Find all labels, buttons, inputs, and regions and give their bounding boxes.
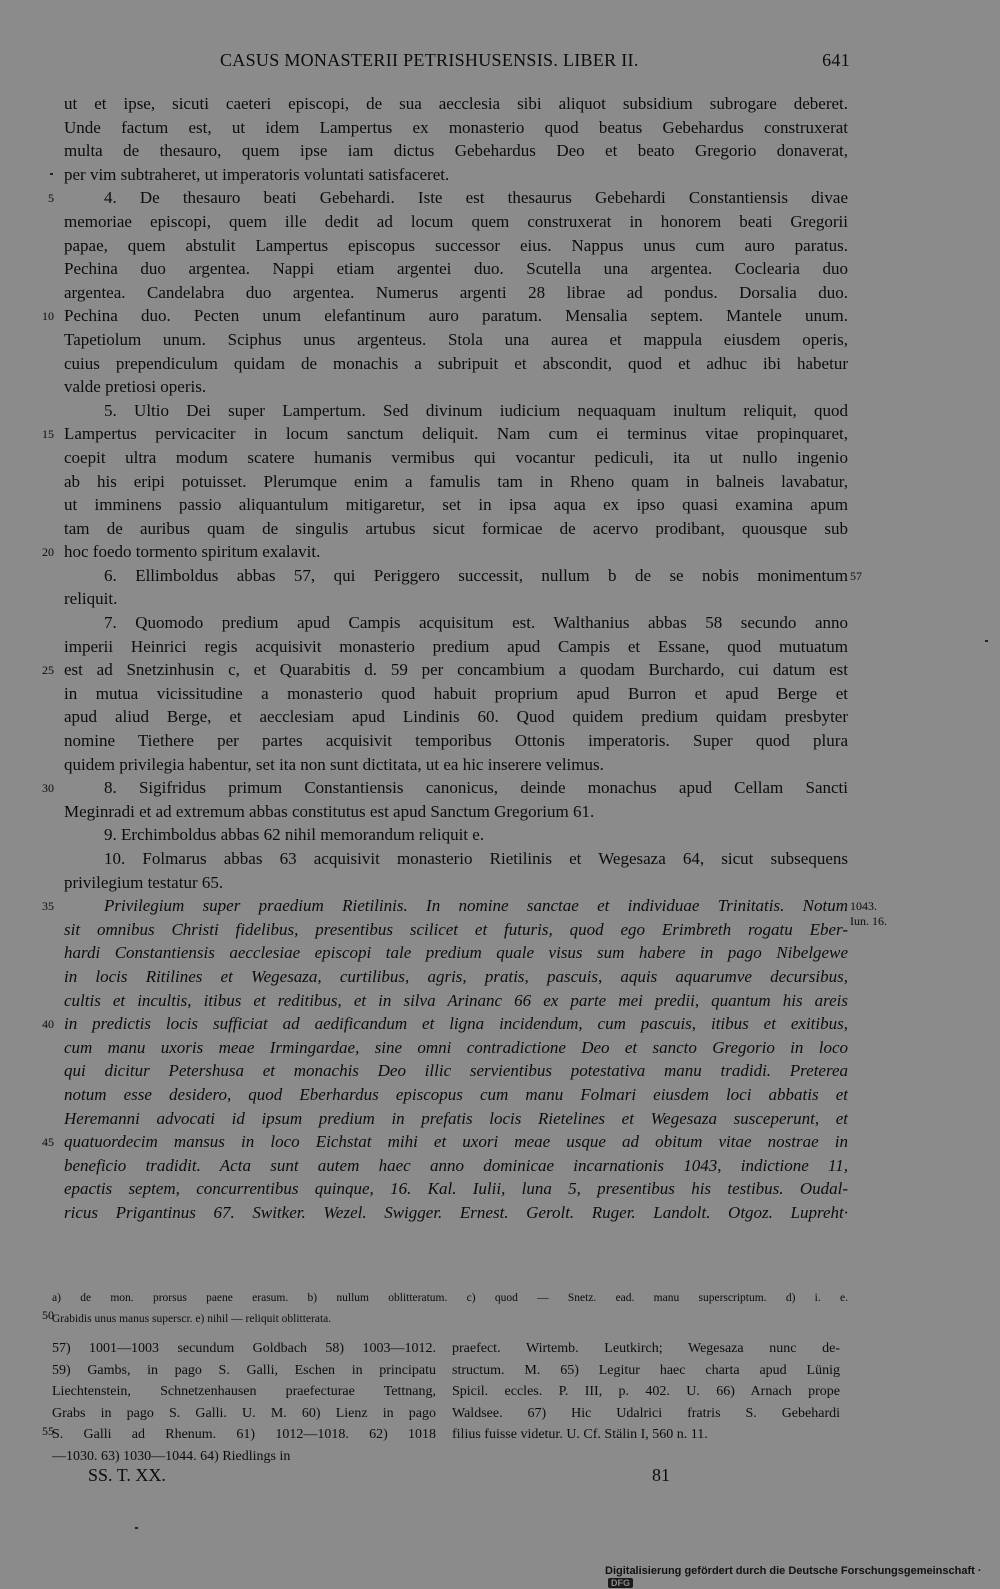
text-line: 8. Sigifridus primum Constantiensis canonicus, deinde monachus apud Cellam Sancti <box>104 778 848 798</box>
text-line: Heremanni advocati id ipsum predium in prefatis locis Rietelines et Wegesaza susceperunt, et <box>64 1108 848 1128</box>
gathering-number: 81 <box>652 1465 670 1485</box>
footnote-line: —1030. 63) 1030—1044. 64) Riedlings in <box>52 1448 291 1464</box>
line-number: 40 <box>42 1017 54 1032</box>
text-line: qui dicitur Petershusa et monachis Deo illic servientibus potestativa manu tradidi. Preterea <box>64 1061 848 1081</box>
text-line: memoriae episcopi, quem ille dedit ad locum quem construxerat in honorem beati Gregorii <box>64 211 848 231</box>
text-line: Unde factum est, ut idem Lampertus ex monasterio quod beatus Gebehardus construxerat <box>64 117 848 137</box>
footnote-line: Grabs in pago S. Galli. U. M. 60) Lienz in pago <box>52 1405 436 1421</box>
text-line: hardi Constantiensis aecclesiae episcopi tale predium quale visus sum habere in pago Nibelgewe <box>64 943 848 963</box>
footnote-line: a) de mon. prorsus paene erasum. b) nullum oblitteratum. c) quod — Snetz. ead. manu superscriptum. d) i. e. <box>52 1292 848 1304</box>
scan-speck <box>985 640 988 642</box>
text-line: 7. Quomodo predium apud Campis acquisitum est. Walthanius abbas 58 secundo anno <box>104 613 848 633</box>
dfg-logo-icon: DFG <box>608 1578 633 1588</box>
text-line: quidem privilegia habentur, set ita non sunt dictitata, ut ea hic inserere velimus. <box>64 754 604 774</box>
scan-speck <box>50 173 53 175</box>
margin-note: Iun. 16. <box>850 913 887 928</box>
line-number: 10 <box>42 309 54 324</box>
footnote-line: Grabidis unus manus superscr. e) nihil — reliquit oblitterata. <box>52 1313 332 1325</box>
line-number: 5 <box>48 191 54 206</box>
text-line: cultis et incultis, itibus et reditibus, et in silva Arinanc 66 ex parte mei predii, quantum his areis <box>64 990 848 1010</box>
dfg-credit-text: Digitalisierung gefördert durch die Deutsche Forschungsgemeinschaft · <box>605 1565 982 1577</box>
text-line: beneficio tradidit. Acta sunt autem haec anno dominicae incarnationis 1043, indictione 11, <box>64 1155 848 1175</box>
text-line: 10. Folmarus abbas 63 acquisivit monasterio Rietilinis et Wegesaza 64, sicut subsequens <box>104 849 848 868</box>
text-line: per vim subtraheret, ut imperatoris voluntati satisfaceret. <box>64 164 450 184</box>
text-line: multa de thesauro, quem ipse iam dictus Gebehardus Deo et beato Gregorio donaverat, <box>64 141 848 161</box>
text-line: Meginradi et ad extremum abbas constitutus est apud Sanctum Gregorium 61. <box>64 801 595 821</box>
text-line: tam de auribus quam de singulis artubus sicut formicae de acervo prodibant, quousque sub <box>64 518 848 538</box>
text-line: 4. De thesauro beati Gebehardi. Iste est thesaurus Gebehardi Constantiensis divae <box>104 188 848 208</box>
explanatory-footnotes-left <box>52 1338 436 1467</box>
text-line: est ad Snetzinhusin c, et Quarabitis d. 59 per concambium a quodam Burchardo, cui datum est <box>64 660 848 680</box>
line-number: 15 <box>42 427 54 442</box>
text-line: in locis Ritilines et Wegesaza, curtilibus, agris, pratis, pascuis, aquis aquarumve decursibus, <box>64 966 848 986</box>
text-line: in mutua vicissitudine a monasterio quod habuit proprium apud Burron et apud Berge et <box>64 683 848 703</box>
textual-footnotes <box>52 1288 848 1330</box>
text-line: argentea. Candelabra duo argentea. Numerus argenti 28 librae ad pondus. Dorsalia duo. <box>64 282 848 302</box>
text-line: hoc foedo tormento spiritum exalavit. <box>64 542 321 562</box>
text-line: privilegium testatur 65. <box>64 872 224 892</box>
text-line: Tapetiolum unum. Sciphus unus argenteus. Stola una aurea et mappula eiusdem operis, <box>64 329 848 349</box>
footnote-line: 59) Gambs, in pago S. Galli, Eschen in principatu <box>52 1362 436 1378</box>
text-line: imperii Heinrici regis acquisivit monasterio predium apud Campis et Essane, quod mutuatum <box>64 636 848 656</box>
footnote-line: Spicil. eccles. P. III, p. 402. U. 66) Arnach prope <box>452 1384 840 1399</box>
explanatory-footnotes-right <box>452 1338 840 1446</box>
text-line: notum esse desidero, quod Eberhardus episcopus cum manu Folmari eiusdem loci abbatis et <box>64 1084 848 1104</box>
page-number: 641 <box>822 50 850 70</box>
text-line: reliquit. <box>64 589 118 609</box>
text-line: ricus Prigantinus 67. Switker. Wezel. Swigger. Ernest. Gerolt. Ruger. Landolt. Otgoz. Lupreht· <box>64 1202 848 1222</box>
margin-note: 57 <box>850 569 862 583</box>
footnote-line: 57) 1001—1003 secundum Goldbach 58) 1003—1012. <box>52 1341 436 1356</box>
text-line: Pechina duo. Pecten unum elefantinum auro paratum. Mensalia septem. Mantele unum. <box>64 306 848 326</box>
text-line: Pechina duo argentea. Nappi etiam argentei duo. Scutella una argentea. Coclearia duo <box>64 259 848 279</box>
footnote-line: praefect. Wirtemb. Leutkirch; Wegesaza nunc de- <box>452 1341 840 1356</box>
line-number: 30 <box>42 781 54 796</box>
footnote-line: Waldsee. 67) Hic Udalrici fratris S. Gebehardi <box>452 1405 840 1421</box>
text-line: quatuordecim mansus in loco Eichstat mihi et uxori meae usque ad obitum vitae nostrae in <box>64 1132 848 1152</box>
text-line: epactis septem, concurrentibus quinque, 16. Kal. Iulii, luna 5, presentibus his testibus. Oudal- <box>64 1179 848 1199</box>
line-number: 20 <box>42 545 54 560</box>
footnote-line: Liechtenstein, Schnetzenhausen praefecturae Tettnang, <box>52 1384 436 1399</box>
text-line: nomine Tiethere per partes acquisivit temporibus Ottonis imperatoris. Super quod plura <box>64 731 848 751</box>
line-number: 25 <box>42 663 54 678</box>
margin-note: 1043. <box>850 899 877 914</box>
text-line: cuius prependiculum quidam de monachis a subripuit et abscondit, quod et adhuc ibi habetur <box>64 353 848 373</box>
text-line: coepit ultra modum scatere humanis vermibus qui vocantur pediculi, ita ut nullo ingenio <box>64 447 848 467</box>
text-line: valde pretiosi operis. <box>64 377 207 397</box>
text-line: 6. Ellimboldus abbas 57, qui Periggero successit, nullum b de se nobis monimentum <box>104 565 848 585</box>
text-line: apud aliud Berge, et aecclesiam apud Lindinis 60. Quod quidem predium quidam presbyter <box>64 707 848 727</box>
line-number: 35 <box>42 899 54 914</box>
text-line: in predictis locis sufficiat ad aedificandum et ligna incidendum, cum pascuis, itibus et exitibus, <box>64 1014 848 1034</box>
text-line: ut et ipse, sicuti caeteri episcopi, de sua aecclesia sibi aliquot subsidium subrogare deberet. <box>64 94 848 113</box>
text-line: cum manu uxoris meae Irmingardae, sine omni contradictione Deo et sancto Gregorio in loco <box>64 1037 848 1057</box>
text-line: ab his eripi potuisset. Plerumque enim a famulis tam in Rheno quam in balneis lavabatur, <box>64 471 848 491</box>
footnote-line: S. Galli ad Rhenum. 61) 1012—1018. 62) 1018 <box>52 1427 436 1442</box>
text-line: Privilegium super praedium Rietilinis. In nomine sanctae et individuae Trinitatis. Notum <box>104 896 848 916</box>
footnote-line: filius fuisse videtur. U. Cf. Stälin I, 560 n. 11. <box>452 1427 708 1442</box>
text-line: papae, quem abstulit Lampertus episcopus successor eius. Nappus unus cum auro paratus. <box>64 235 848 255</box>
running-title: CASUS MONASTERII PETRISHUSENSIS. LIBER II. <box>220 50 639 70</box>
footnote-line-number-55: 55 <box>42 1424 54 1438</box>
footnote-line: structum. M. 65) Legitur haec charta apud Lünig <box>452 1362 840 1378</box>
footnote-line-number: 50 <box>42 1308 54 1322</box>
text-line: 5. Ultio Dei super Lampertum. Sed divinum iudicium nequaquam inultum reliquit, quod <box>104 400 848 420</box>
main-text <box>64 92 848 1225</box>
text-line: ut imminens passio aliquantulum mitigaretur, set in ipsa aqua ex ipso quasi examina apum <box>64 495 848 515</box>
signature-mark: SS. T. XX. <box>88 1465 166 1485</box>
scan-speck <box>135 1527 138 1529</box>
line-number: 45 <box>42 1135 54 1150</box>
running-header <box>60 50 850 76</box>
text-line: sit omnibus Christi fidelibus, presentibus scilicet et futuris, quod ego Erimbreth rogatu Eber- <box>64 919 848 939</box>
dfg-credit <box>605 1565 1000 1589</box>
text-line: 9. Erchimboldus abbas 62 nihil memorandum reliquit e. <box>104 825 485 845</box>
text-line: Lampertus pervicaciter in locum sanctum deliquit. Nam cum ei terminus vitae propinquaret, <box>64 424 848 444</box>
